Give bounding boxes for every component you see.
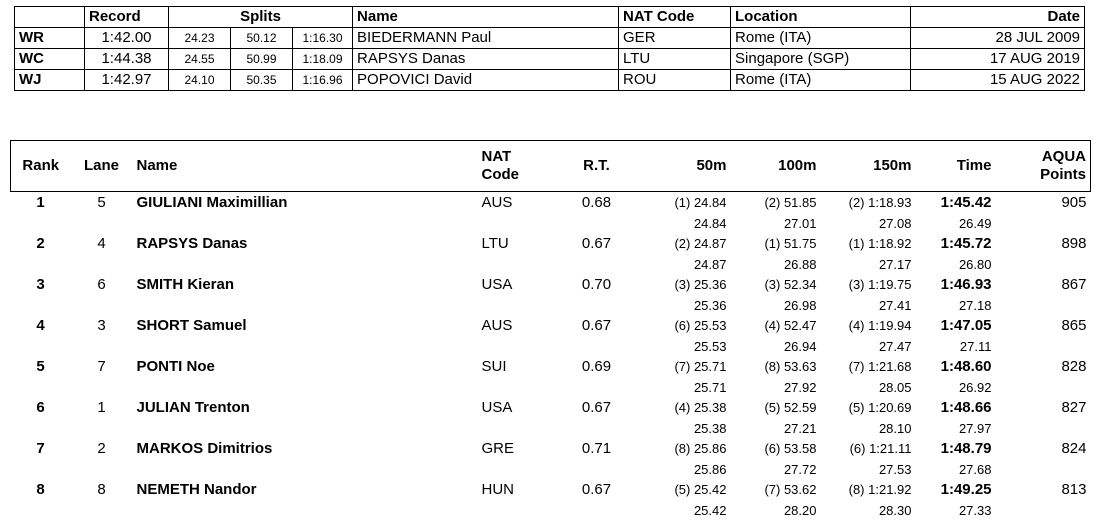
result-lap-50m: 25.38 bbox=[693, 421, 727, 436]
result-athlete-name: MARKOS Dimitrios bbox=[136, 440, 273, 457]
result-lane: 8 bbox=[97, 481, 106, 498]
result-lane: 2 bbox=[97, 440, 106, 457]
record-split-50: 24.10 bbox=[169, 70, 231, 91]
result-lap-50m: 25.86 bbox=[693, 462, 727, 477]
result-lap-150m: 27.41 bbox=[878, 298, 912, 313]
record-split-100: 50.99 bbox=[231, 49, 293, 70]
result-lap-100m: 27.72 bbox=[783, 462, 817, 477]
records-header-splits: Splits bbox=[169, 7, 353, 28]
result-split-150m: (2) 1:18.93 bbox=[848, 195, 912, 210]
result-lap-150m: 27.47 bbox=[878, 339, 912, 354]
result-row bbox=[11, 315, 1091, 337]
result-lap-150m: 28.30 bbox=[878, 503, 912, 518]
result-split-100m: (7) 53.62 bbox=[764, 482, 817, 497]
result-rank: 5 bbox=[36, 358, 45, 375]
result-split-150m: (3) 1:19.75 bbox=[848, 277, 912, 292]
record-split-150: 1:16.96 bbox=[293, 70, 353, 91]
result-row bbox=[11, 192, 1091, 215]
result-rank: 3 bbox=[36, 276, 45, 293]
result-row bbox=[11, 356, 1091, 378]
result-final-time: 1:48.66 bbox=[940, 399, 992, 416]
result-aqua-points: 824 bbox=[1061, 440, 1087, 457]
result-split-150m: (5) 1:20.69 bbox=[848, 400, 912, 415]
result-reaction-time: 0.67 bbox=[581, 235, 612, 252]
record-holder-name: RAPSYS Danas bbox=[353, 49, 619, 70]
result-nat: USA bbox=[481, 399, 513, 416]
result-lap-100m: 27.01 bbox=[783, 216, 817, 231]
result-lane: 7 bbox=[97, 358, 106, 375]
record-date: 15 AUG 2022 bbox=[911, 70, 1085, 91]
result-lap-row bbox=[11, 337, 1091, 356]
result-reaction-time: 0.67 bbox=[581, 317, 612, 334]
result-lap-100m: 27.92 bbox=[783, 380, 817, 395]
result-lap-50m: 25.71 bbox=[693, 380, 727, 395]
record-holder-name: BIEDERMANN Paul bbox=[353, 28, 619, 49]
result-lap-row bbox=[11, 255, 1091, 274]
result-lap-row bbox=[11, 501, 1091, 520]
result-aqua-points: 898 bbox=[1061, 235, 1087, 252]
record-code: WR bbox=[15, 28, 85, 49]
result-rank: 6 bbox=[36, 399, 45, 416]
result-lap-200m: 27.97 bbox=[958, 421, 992, 436]
result-row bbox=[11, 233, 1091, 255]
result-lap-50m: 25.36 bbox=[693, 298, 727, 313]
result-nat: USA bbox=[481, 276, 513, 293]
result-lap-100m: 26.88 bbox=[783, 257, 817, 272]
record-split-50: 24.55 bbox=[169, 49, 231, 70]
record-split-150: 1:18.09 bbox=[293, 49, 353, 70]
record-row bbox=[15, 49, 1085, 70]
record-time: 1:42.00 bbox=[85, 28, 169, 49]
results-header-nat bbox=[478, 141, 563, 192]
result-athlete-name: NEMETH Nandor bbox=[136, 481, 257, 498]
result-athlete-name: GIULIANI Maximillian bbox=[136, 194, 288, 211]
result-lap-150m: 27.53 bbox=[878, 462, 912, 477]
record-row bbox=[15, 70, 1085, 91]
result-split-50m: (5) 25.42 bbox=[674, 482, 727, 497]
records-header-name: Name bbox=[353, 7, 619, 28]
result-reaction-time: 0.70 bbox=[581, 276, 612, 293]
result-reaction-time: 0.71 bbox=[581, 440, 612, 457]
result-aqua-points: 813 bbox=[1061, 481, 1087, 498]
result-aqua-points: 828 bbox=[1061, 358, 1087, 375]
record-location: Rome (ITA) bbox=[731, 28, 911, 49]
result-athlete-name: RAPSYS Danas bbox=[136, 235, 248, 252]
record-nat: ROU bbox=[619, 70, 731, 91]
results-header-time: Time bbox=[916, 141, 996, 192]
results-header-lane: Lane bbox=[71, 141, 133, 192]
result-row bbox=[11, 479, 1091, 501]
results-header-rank: Rank bbox=[11, 141, 71, 192]
record-row bbox=[15, 28, 1085, 49]
result-nat: GRE bbox=[481, 440, 515, 457]
record-time: 1:42.97 bbox=[85, 70, 169, 91]
record-date: 28 JUL 2009 bbox=[911, 28, 1085, 49]
result-split-100m: (1) 51.75 bbox=[764, 236, 817, 251]
result-split-50m: (4) 25.38 bbox=[674, 400, 727, 415]
records-header-row bbox=[15, 7, 1085, 28]
result-lap-100m: 28.20 bbox=[783, 503, 817, 518]
result-reaction-time: 0.68 bbox=[581, 194, 612, 211]
result-athlete-name: JULIAN Trenton bbox=[136, 399, 250, 416]
results-header-row bbox=[11, 141, 1091, 192]
results-header-aqua-line2: Points bbox=[1040, 166, 1086, 183]
result-split-150m: (4) 1:19.94 bbox=[848, 318, 912, 333]
records-header-record: Record bbox=[85, 7, 169, 28]
record-split-100: 50.35 bbox=[231, 70, 293, 91]
result-nat: HUN bbox=[481, 481, 514, 498]
result-athlete-name: SHORT Samuel bbox=[136, 317, 247, 334]
result-lap-row bbox=[11, 296, 1091, 315]
results-header-aqua bbox=[996, 141, 1091, 192]
result-rank: 1 bbox=[36, 194, 45, 211]
result-nat: AUS bbox=[481, 194, 513, 211]
result-split-150m: (6) 1:21.11 bbox=[849, 441, 912, 456]
result-rank: 8 bbox=[36, 481, 45, 498]
result-split-100m: (5) 52.59 bbox=[764, 400, 817, 415]
result-aqua-points: 867 bbox=[1061, 276, 1087, 293]
records-header-location: Location bbox=[731, 7, 911, 28]
result-row bbox=[11, 274, 1091, 296]
result-lap-200m: 27.11 bbox=[959, 339, 992, 354]
result-lap-150m: 27.17 bbox=[878, 257, 912, 272]
results-header-100m: 100m bbox=[731, 141, 821, 192]
result-final-time: 1:45.42 bbox=[940, 194, 992, 211]
record-holder-name: POPOVICI David bbox=[353, 70, 619, 91]
result-split-50m: (6) 25.53 bbox=[674, 318, 727, 333]
result-lap-50m: 25.42 bbox=[693, 503, 727, 518]
result-lap-50m: 24.87 bbox=[693, 257, 727, 272]
result-lane: 4 bbox=[97, 235, 106, 252]
result-split-50m: (7) 25.71 bbox=[674, 359, 727, 374]
result-aqua-points: 865 bbox=[1061, 317, 1087, 334]
result-lap-row bbox=[11, 460, 1091, 479]
result-reaction-time: 0.67 bbox=[581, 481, 612, 498]
results-header-50m: 50m bbox=[631, 141, 731, 192]
result-lap-200m: 27.33 bbox=[958, 503, 992, 518]
result-lap-100m: 27.21 bbox=[783, 421, 817, 436]
result-final-time: 1:48.60 bbox=[940, 358, 992, 375]
result-lap-100m: 26.98 bbox=[783, 298, 817, 313]
record-code: WJ bbox=[15, 70, 85, 91]
result-athlete-name: SMITH Kieran bbox=[136, 276, 235, 293]
result-lap-50m: 25.53 bbox=[693, 339, 727, 354]
record-code: WC bbox=[15, 49, 85, 70]
results-header-name: Name bbox=[133, 141, 478, 192]
result-final-time: 1:46.93 bbox=[940, 276, 992, 293]
result-aqua-points: 905 bbox=[1061, 194, 1087, 211]
result-nat: LTU bbox=[481, 235, 509, 252]
record-location: Singapore (SGP) bbox=[731, 49, 911, 70]
result-nat: SUI bbox=[481, 358, 507, 375]
record-time: 1:44.38 bbox=[85, 49, 169, 70]
results-table bbox=[10, 140, 1091, 520]
result-split-50m: (3) 25.36 bbox=[674, 277, 727, 292]
result-lap-row bbox=[11, 419, 1091, 438]
result-final-time: 1:47.05 bbox=[940, 317, 992, 334]
result-lap-150m: 28.10 bbox=[878, 421, 912, 436]
result-lane: 1 bbox=[97, 399, 106, 416]
result-split-100m: (3) 52.34 bbox=[764, 277, 817, 292]
result-split-50m: (1) 24.84 bbox=[674, 195, 727, 210]
result-split-100m: (4) 52.47 bbox=[764, 318, 817, 333]
result-row bbox=[11, 438, 1091, 460]
result-lap-200m: 27.18 bbox=[958, 298, 992, 313]
result-rank: 4 bbox=[36, 317, 45, 334]
result-split-150m: (8) 1:21.92 bbox=[848, 482, 912, 497]
result-lap-200m: 26.92 bbox=[958, 380, 992, 395]
result-lap-150m: 28.05 bbox=[878, 380, 912, 395]
result-aqua-points: 827 bbox=[1061, 399, 1087, 416]
result-final-time: 1:49.25 bbox=[940, 481, 992, 498]
result-reaction-time: 0.67 bbox=[581, 399, 612, 416]
result-row bbox=[11, 397, 1091, 419]
result-split-100m: (2) 51.85 bbox=[764, 195, 817, 210]
records-header-nat: NAT Code bbox=[619, 7, 731, 28]
record-split-150: 1:16.30 bbox=[293, 28, 353, 49]
result-lap-50m: 24.84 bbox=[693, 216, 727, 231]
record-nat: LTU bbox=[619, 49, 731, 70]
result-reaction-time: 0.69 bbox=[581, 358, 612, 375]
record-split-50: 24.23 bbox=[169, 28, 231, 49]
record-location: Rome (ITA) bbox=[731, 70, 911, 91]
results-header-nat-line2: Code bbox=[481, 166, 519, 183]
result-lap-200m: 27.68 bbox=[958, 462, 992, 477]
results-header-aqua-line1: AQUA bbox=[1041, 148, 1086, 165]
result-split-150m: (7) 1:21.68 bbox=[848, 359, 912, 374]
result-lane: 5 bbox=[97, 194, 106, 211]
result-split-150m: (1) 1:18.92 bbox=[848, 236, 912, 251]
result-athlete-name: PONTI Noe bbox=[136, 358, 215, 375]
result-split-100m: (8) 53.63 bbox=[764, 359, 817, 374]
record-date: 17 AUG 2019 bbox=[911, 49, 1085, 70]
result-lap-200m: 26.49 bbox=[958, 216, 992, 231]
result-split-50m: (8) 25.86 bbox=[674, 441, 727, 456]
record-split-100: 50.12 bbox=[231, 28, 293, 49]
records-table bbox=[14, 6, 1085, 91]
results-header-rt: R.T. bbox=[563, 141, 631, 192]
result-nat: AUS bbox=[481, 317, 513, 334]
record-nat: GER bbox=[619, 28, 731, 49]
result-final-time: 1:48.79 bbox=[940, 440, 992, 457]
result-split-50m: (2) 24.87 bbox=[674, 236, 727, 251]
result-lap-row bbox=[11, 214, 1091, 233]
result-rank: 7 bbox=[36, 440, 45, 457]
result-lap-row bbox=[11, 378, 1091, 397]
result-split-100m: (6) 53.58 bbox=[764, 441, 817, 456]
result-lane: 6 bbox=[97, 276, 106, 293]
result-lap-200m: 26.80 bbox=[958, 257, 992, 272]
records-header-date: Date bbox=[911, 7, 1085, 28]
results-header-nat-line1: NAT bbox=[481, 148, 512, 165]
results-header-150m: 150m bbox=[821, 141, 916, 192]
result-final-time: 1:45.72 bbox=[940, 235, 992, 252]
result-lane: 3 bbox=[97, 317, 106, 334]
result-lap-150m: 27.08 bbox=[878, 216, 912, 231]
result-lap-100m: 26.94 bbox=[783, 339, 817, 354]
result-rank: 2 bbox=[36, 235, 45, 252]
